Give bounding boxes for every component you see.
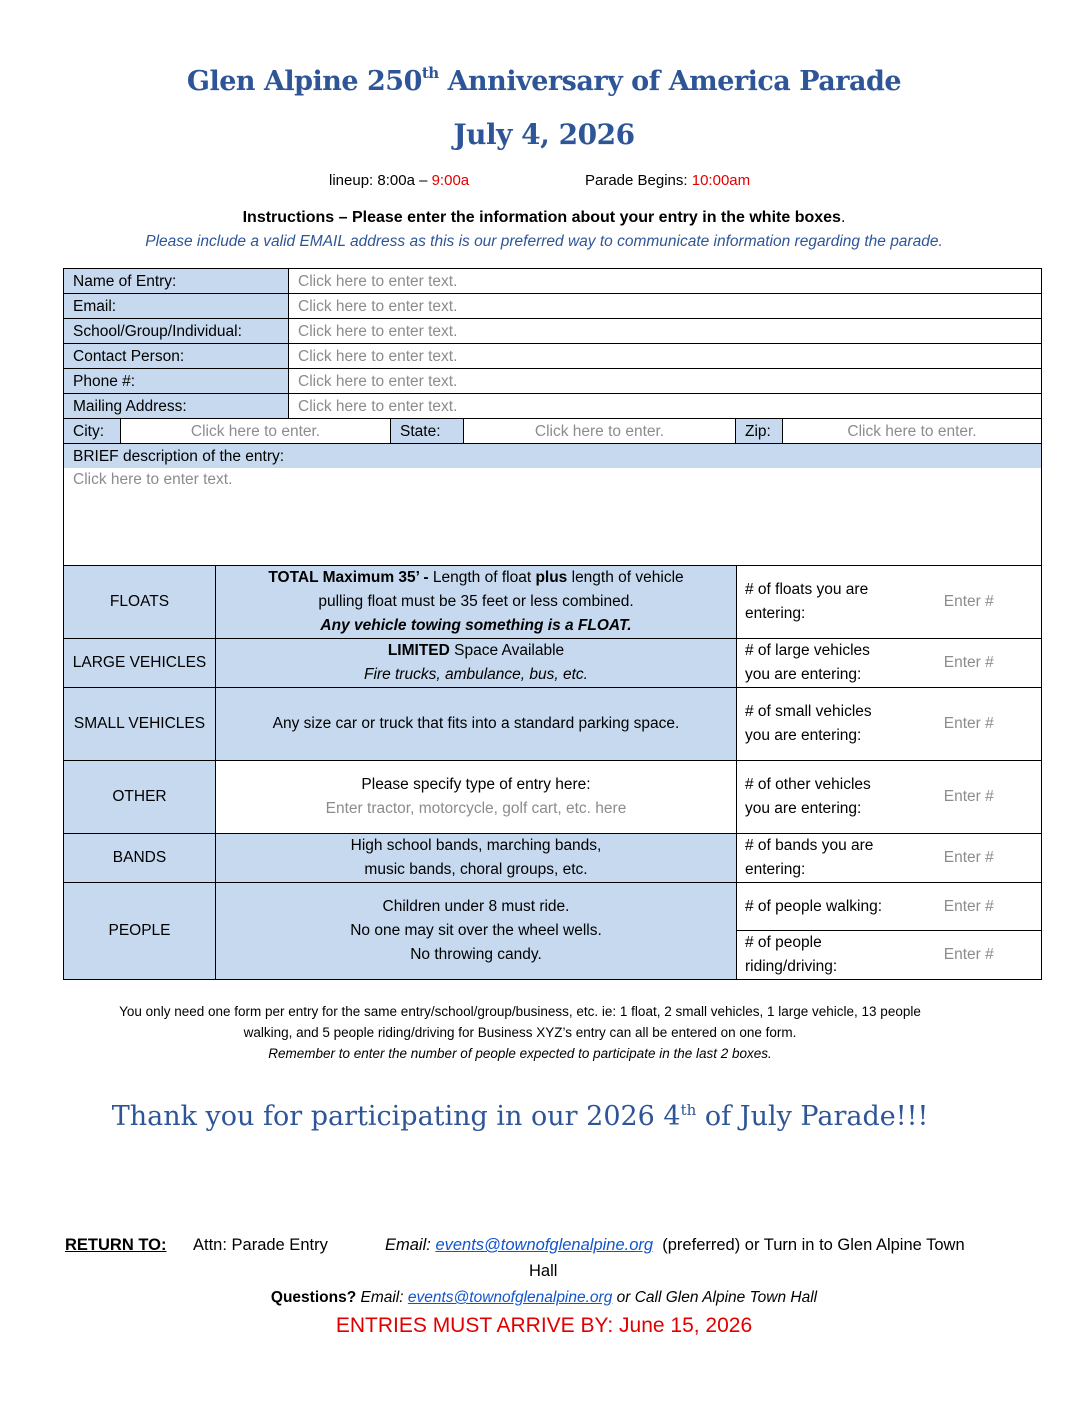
return-suffix-line2: Hall: [529, 1262, 558, 1280]
other-type-input[interactable]: Enter tractor, motorcycle, golf cart, etc. here: [325, 800, 627, 817]
zip-input[interactable]: Click here to enter.: [783, 419, 1042, 444]
form-row-address: [64, 394, 1042, 419]
people-riding-count-label: # of people riding/driving:: [737, 931, 897, 980]
description-input[interactable]: Click here to enter text.: [64, 468, 1042, 566]
return-attn: Attn: Parade Entry: [193, 1236, 328, 1254]
name-input[interactable]: Click here to enter text.: [289, 269, 1042, 294]
contact-label: Contact Person:: [64, 344, 289, 369]
group-label: School/Group/Individual:: [64, 319, 289, 344]
small-vehicles-count-input[interactable]: Enter #: [897, 688, 1042, 761]
category-row-other: [64, 761, 1042, 834]
people-riding-count-input[interactable]: Enter #: [897, 931, 1042, 980]
other-description[interactable]: Please specify type of entry here: Enter tractor, motorcycle, golf cart, etc. here: [216, 761, 737, 834]
form-row-description-label: [64, 444, 1042, 469]
phone-label: Phone #:: [64, 369, 289, 394]
questions-email-link[interactable]: events@townofglenalpine.org: [407, 1289, 613, 1306]
form-row-description-input: [64, 468, 1042, 566]
form-row-group: [64, 319, 1042, 344]
category-row-floats: [64, 566, 1042, 639]
city-label: City:: [64, 419, 121, 444]
address-label: Mailing Address:: [64, 394, 289, 419]
form-row-phone: [64, 369, 1042, 394]
state-label: State:: [391, 419, 464, 444]
email-label: Email:: [64, 294, 289, 319]
entry-info-form: [63, 268, 1042, 566]
name-label: Name of Entry:: [64, 269, 289, 294]
address-input[interactable]: Click here to enter text.: [289, 394, 1042, 419]
city-input[interactable]: Click here to enter.: [121, 419, 391, 444]
other-count-input[interactable]: Enter #: [897, 761, 1042, 834]
form-row-name: [64, 269, 1042, 294]
other-count-label: # of other vehicles you are entering:: [737, 761, 897, 834]
return-email-line: Email: events@townofglenalpine.org (preferred) or Turn in to Glen Alpine Town: [385, 1236, 965, 1254]
floats-count-label: # of floats you are entering:: [737, 566, 897, 639]
bands-count-input[interactable]: Enter #: [897, 834, 1042, 883]
floats-count-input[interactable]: Enter #: [897, 566, 1042, 639]
parade-begins-time: Parade Begins: 10:00am: [585, 172, 751, 189]
category-small-vehicles: SMALL VEHICLES: [64, 688, 216, 761]
large-vehicles-count-input[interactable]: Enter #: [897, 639, 1042, 688]
category-bands: BANDS: [64, 834, 216, 883]
form-row-city-state-zip: [64, 419, 1042, 444]
form-row-email: [64, 294, 1042, 319]
large-vehicles-count-label: # of large vehicles you are entering:: [737, 639, 897, 688]
category-other: OTHER: [64, 761, 216, 834]
category-large-vehicles: LARGE VEHICLES: [64, 639, 216, 688]
description-label: BRIEF description of the entry:: [64, 444, 1042, 469]
state-input[interactable]: Click here to enter.: [464, 419, 736, 444]
category-row-bands: [64, 834, 1042, 883]
phone-input[interactable]: Click here to enter text.: [289, 369, 1042, 394]
small-vehicles-count-label: # of small vehicles you are entering:: [737, 688, 897, 761]
small-vehicles-description: Any size car or truck that fits into a standard parking space.: [216, 688, 737, 761]
large-vehicles-description: LIMITED Space Available Fire trucks, ambulance, bus, etc.: [216, 639, 737, 688]
form-notes: You only need one form per entry for the same entry/school/group/business, etc. ie: 1 float, 2 small vehicles, 1 large vehicle, 13 people walking, and 5 people riding/driving for Business XYZ’s entry can all be entered on one form. Remember to enter the number of people expected to participate in the last 2 boxes.: [119, 1004, 921, 1061]
page-title: Glen Alpine 250th Anniversary of America Parade: [186, 64, 902, 97]
parade-date: July 4, 2026: [453, 118, 635, 151]
category-row-large-vehicles: [64, 639, 1042, 688]
deadline-notice: ENTRIES MUST ARRIVE BY: June 15, 2026: [335, 1314, 753, 1337]
category-people: PEOPLE: [64, 883, 216, 980]
zip-label: Zip:: [736, 419, 783, 444]
entry-categories-table: [63, 565, 1042, 980]
questions-line: Questions? Email: events@townofglenalpine.org or Call Glen Alpine Town Hall: [270, 1289, 818, 1306]
thank-you-message: Thank you for participating in our 2026 4th of July Parade!!!: [111, 1101, 929, 1132]
category-row-small-vehicles: [64, 688, 1042, 761]
instructions: Instructions – Please enter the information about your entry in the white boxes.: [242, 209, 846, 226]
group-input[interactable]: Click here to enter text.: [289, 319, 1042, 344]
category-floats: FLOATS: [64, 566, 216, 639]
return-email-link[interactable]: events@townofglenalpine.org: [435, 1236, 654, 1254]
people-walking-count-input[interactable]: Enter #: [897, 883, 1042, 931]
email-input[interactable]: Click here to enter text.: [289, 294, 1042, 319]
email-note: Please include a valid EMAIL address as this is our preferred way to communicate information regarding the parade.: [145, 233, 943, 250]
form-row-contact: [64, 344, 1042, 369]
category-row-people-walking: [64, 883, 1042, 931]
bands-description: High school bands, marching bands, music bands, choral groups, etc.: [216, 834, 737, 883]
return-to-label: RETURN TO:: [65, 1236, 167, 1254]
bands-count-label: # of bands you are entering:: [737, 834, 897, 883]
floats-description: TOTAL Maximum 35’ - Length of float plus length of vehicle pulling float must be 35 feet or less combined. Any vehicle towing something is a FLOAT.: [216, 566, 737, 639]
lineup-time: lineup: 8:00a – 9:00a: [329, 172, 470, 189]
people-walking-count-label: # of people walking:: [737, 883, 897, 931]
contact-input[interactable]: Click here to enter text.: [289, 344, 1042, 369]
people-description: Children under 8 must ride. No one may sit over the wheel wells. No throwing candy.: [216, 883, 737, 980]
